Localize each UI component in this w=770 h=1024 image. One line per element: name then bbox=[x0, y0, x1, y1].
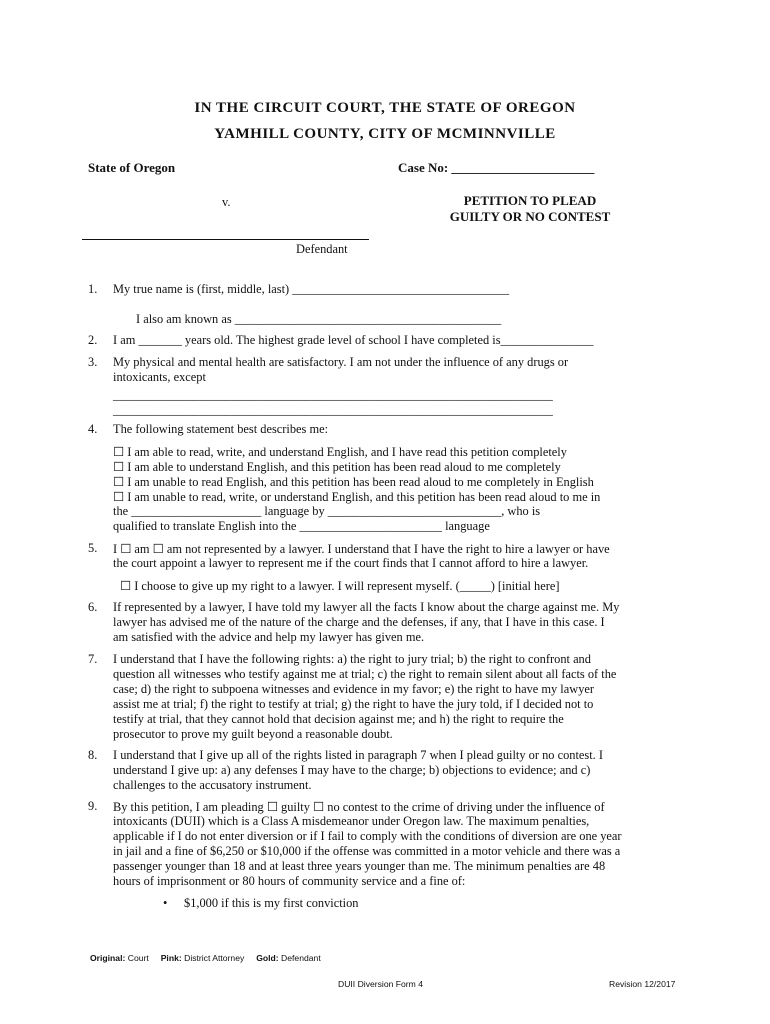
form-name: DUII Diversion Form 4 bbox=[338, 979, 423, 989]
item-7-line2: question all witnesses who testify against me at trial; c) the right to remain silent about all facts of the bbox=[113, 667, 617, 681]
gold-value: Defendant bbox=[278, 953, 321, 963]
item-9-number: 9. bbox=[88, 799, 98, 813]
item-4-number: 4. bbox=[88, 422, 98, 436]
item-9-line3: applicable if I do not enter diversion or if I fail to comply with the conditions of diversion are one year bbox=[113, 829, 622, 843]
county-title: YAMHILL COUNTY, CITY OF MCMINNVILLE bbox=[214, 126, 556, 142]
item-6-line2: lawyer has advised me of the nature of the charge and the defenses, if any, that I have in this case. I bbox=[113, 615, 605, 629]
item-3-number: 3. bbox=[88, 355, 98, 369]
item-7-line3: case; d) the right to subpoena witnesses and evidence in my favor; e) the right to have my lawyer bbox=[113, 682, 595, 696]
age-education-field[interactable]: I am _______ years old. The highest grade level of school I have completed is_______________ bbox=[113, 333, 594, 347]
language-option-2[interactable]: ☐ I am able to understand English, and this petition has been read aloud to me completely bbox=[113, 460, 561, 474]
intoxicants-blank-1[interactable]: _______________________________________________________________________ bbox=[113, 388, 553, 402]
item-7-line6: prosecutor to prove my guilt beyond a reasonable doubt. bbox=[113, 727, 393, 741]
item-9-line4: in jail and a fine of $6,250 or $10,000 if the offense was committed in a motor vehicle and there was a bbox=[113, 844, 621, 858]
first-conviction-fine: $1,000 if this is my first conviction bbox=[184, 896, 359, 910]
also-known-as-field[interactable]: I also am known as ___________________________________________ bbox=[136, 312, 502, 326]
lawyer-representation-checkboxes[interactable]: I ☐ am ☐ am not represented by a lawyer. I understand that I have the right to hire a lawyer or have bbox=[113, 542, 610, 556]
item-7-number: 7. bbox=[88, 652, 98, 666]
item-9-line2: intoxicants (DUII) which is a Class A misdemeanor under Oregon law. The maximum penalties, bbox=[113, 814, 590, 828]
item-6-line1: If represented by a lawyer, I have told my lawyer all the facts I know about the charge against me. My bbox=[113, 600, 620, 614]
gold-label: Gold: bbox=[256, 953, 279, 963]
item-8-number: 8. bbox=[88, 748, 98, 762]
translation-language-field[interactable]: qualified to translate English into the _______________________ language bbox=[113, 519, 490, 533]
versus-label: v. bbox=[222, 195, 231, 209]
lawyer-statement-line2: the court appoint a lawyer to represent me if the court finds that I cannot afford to hire a lawyer. bbox=[113, 556, 589, 570]
item-7-line4: assist me at trial; f) the right to testify at trial; g) the right to have the jury told, if I decided not to bbox=[113, 697, 594, 711]
pink-label: Pink: bbox=[160, 953, 182, 963]
health-statement-line2: intoxicants, except bbox=[113, 370, 206, 384]
original-label: Original: bbox=[90, 953, 126, 963]
petition-title-line2: GUILTY OR NO CONTEST bbox=[449, 209, 611, 224]
item-8-line1: I understand that I give up all of the rights listed in paragraph 7 when I plead guilty or no contest. I bbox=[113, 748, 603, 762]
court-title: IN THE CIRCUIT COURT, THE STATE OF OREGON bbox=[194, 100, 576, 116]
item-9-line5: passenger younger than 18 and at least three years younger than me. The minimum penalties are 48 bbox=[113, 859, 606, 873]
item-5-number: 5. bbox=[88, 541, 98, 555]
pink-value: District Attorney bbox=[181, 953, 245, 963]
item-6-number: 6. bbox=[88, 600, 98, 614]
item-9-line6: hours of imprisonment or 80 hours of community service and a fine of: bbox=[113, 874, 466, 888]
health-statement-line1: My physical and mental health are satisfactory. I am not under the influence of any drugs or bbox=[113, 355, 569, 369]
state-label: State of Oregon bbox=[88, 160, 176, 175]
case-number-field[interactable]: Case No: ______________________ bbox=[398, 160, 595, 175]
item-8-line2: understand I give up: a) any defenses I may have to the charge; b) objections to evidence; and c) bbox=[113, 763, 591, 777]
copy-distribution bbox=[90, 953, 321, 963]
plea-checkboxes[interactable]: By this petition, I am pleading ☐ guilty ☐ no contest to the crime of driving under the influence of bbox=[113, 800, 605, 814]
revision-date: Revision 12/2017 bbox=[609, 979, 676, 989]
language-option-3[interactable]: ☐ I am unable to read English, and this petition has been read aloud to me completely in English bbox=[113, 475, 594, 489]
defendant-signature-line[interactable] bbox=[82, 239, 369, 240]
item-7-line5: testify at trial, that they cannot hold that decision against me; and h) the right to require the bbox=[113, 712, 564, 726]
item-8-line3: challenges to the accusatory instrument. bbox=[113, 778, 312, 792]
original-value: Court bbox=[125, 953, 149, 963]
item-6-line3: am satisfied with the advice and help my lawyer has given me. bbox=[113, 630, 425, 644]
item-2-number: 2. bbox=[88, 333, 98, 347]
language-intro: The following statement best describes me: bbox=[113, 422, 329, 436]
item-7-line1: I understand that I have the following rights: a) the right to jury trial; b) the right to confront and bbox=[113, 652, 591, 666]
defendant-label: Defendant bbox=[296, 242, 348, 256]
intoxicants-blank-2[interactable]: _______________________________________________________________________ bbox=[113, 403, 553, 417]
true-name-field[interactable]: My true name is (first, middle, last) ___________________________________ bbox=[113, 282, 510, 296]
waive-lawyer-checkbox[interactable]: ☐ I choose to give up my right to a lawyer. I will represent myself. (_____) [initial here] bbox=[120, 579, 560, 593]
translator-field[interactable]: the _____________________ language by ____________________________, who is bbox=[113, 504, 541, 518]
bullet-icon: • bbox=[163, 896, 168, 910]
item-1-number: 1. bbox=[88, 282, 98, 296]
language-option-4[interactable]: ☐ I am unable to read, write, or understand English, and this petition has been read aloud to me in bbox=[113, 490, 601, 504]
petition-title-line1: PETITION TO PLEAD bbox=[463, 193, 597, 208]
language-option-1[interactable]: ☐ I am able to read, write, and understand English, and I have read this petition completely bbox=[113, 445, 567, 459]
